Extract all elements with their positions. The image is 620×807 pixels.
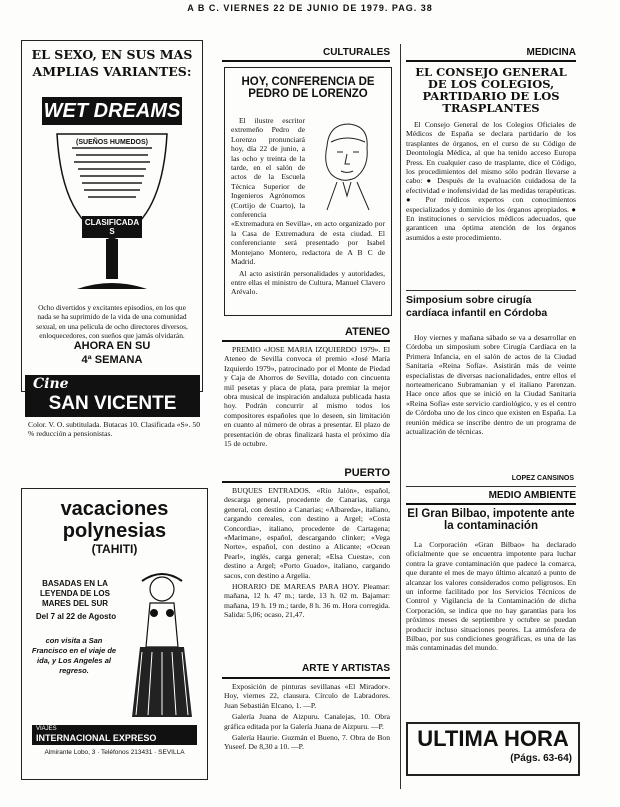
culturales-title: HOY, CONFERENCIA DE PEDRO DE LORENZO [241,76,375,101]
section-ateneo: ATENEO [344,326,390,338]
medicina-body [406,120,576,286]
polynesia-line-1: vacaciones [60,498,169,520]
culturales-paragraph-1: El ilustre escritor extremeño Pedro de Lorenzo pronunciará hoy, día 22 de junio, a las ocho y treinta de la tarde, en el salón de actos de la Escuela Técnica Superior de Ingenieros Agrónomos (Cortijo de Cuarto), la conferencia «Extremadura en Sevilla», en acto organizado por la Casa de Extremadura de esta ciudad. El conferenciante será presentado por Isabel Montejano Montero, redactora de A B C de Madrid. [231,116,385,267]
classification-badge: CLASIFICADA S [82,216,142,238]
puerto-rule [222,481,390,483]
arte-rule [222,677,390,679]
culturales-body [231,116,385,312]
simposium-end-rule [406,486,576,487]
simposium-paragraph: Hoy viernes y mañana sábado se va a desarrollar en Córdoba un simposium sobre Cirugía Cardíaca en la Primera Infancia, en el salón de actos de la Ciudad Sanitaria «Reina Sofía». Asistirán más de veinte especialistas de diversas nacionalidades, entre ellos el norteamericano Subramanian y el italiano Parenzan. Hace once años que se inició en la Ciudad Sanitaria «Reina Sofía» este servicio cardiológico, y es el centro de Córdoba uno de los cinco que existen en España. La reunión médica se inscribe dentro de un programa de actualización de técnicas. [406,333,576,437]
medio-ambiente-body [406,540,576,716]
simposium-body [406,333,576,473]
agency-banner [32,725,197,745]
medicina-end-rule [406,290,576,291]
agency-address: Almirante Lobo, 3 · Teléfonos 213431 · SEVILLA [44,749,185,756]
ad-body-text: Ocho divertidos y excitantes episodios, en los que nada se ha suprimido de la vida de una comunidad sexual, en una película de ocho directores diversos, enloquecedores, con sueños que jamás olvidarán. [36,303,188,341]
arte-paragraph-3: Galería Haurie. Guzmán el Bueno, 7. Obra de Bon Yuseef. De 8,30 a 10. —P. [224,733,390,752]
goblet-illustration [52,129,172,299]
polynesia-line-3: (TAHITI) [91,542,138,556]
weeks-line-1: AHORA EN SU [73,340,151,352]
agency-label: VIAJES [36,726,57,732]
section-medio-ambiente: MEDIO AMBIENTE [488,490,576,501]
puerto-paragraph-2: HORARIO DE MAREAS PARA HOY. Pleamar: mañana, 12 h. 47 m.; tarde, 13 h. 02 m. Bajamar: mañana, 19 h. 19 m.; tarde, 8 h. 36 m. Hora corregida. Salida: 5,06; ocaso, 21,47. [224,582,390,620]
ateneo-paragraph: PREMIO «JOSE MARIA IZQUIERDO 1979». El Ateneo de Sevilla convoca el premio «José María Izquierdo 1979», patrocinado por el Monte de Piedad y Caja de Ahorros de Sevilla, dotado con cincuenta mil pesetas y placa de plata, para premiar la mejor obra musical de inspiración andaluza publicada hasta hoy. Podrán concurrir al mismo todos los compositores españoles que lo deseen, sin limitación en cuanto al número de obras a presentar. El plazo de presentación de obras finalizará hasta el próximo día 15 de octubre. [224,345,390,449]
simposium-title: Simposium sobre cirugía cardíaca infantil en Córdoba [406,294,548,319]
page-header: A B C. VIERNES 22 DE JUNIO DE 1979. PAG. 38 [187,3,433,13]
simposium-signature: LOPEZ CANSINOS [511,475,574,482]
culturales-box [224,67,392,316]
based-line-2: LEYENDA DE LOS [40,589,110,598]
visit-text: con visita a San Francisco en el viaje de ida, y Los Angeles al regreso. [31,636,117,675]
wet-dreams-logo: WET DREAMS [42,97,182,125]
polynesia-ad [21,488,208,780]
puerto-paragraph-1: BUQUES ENTRADOS. «Río Jalón», español, descarga general, procedente de Canarias, carga general, con destino a Canarias; «Albareda», italiano, cargando cereales, con destino a Argel; «Costa Concordia», italiano, procedente de Cartagena; «Mariman», español, descargando clinker; «Vega Norte», español, con destino a Alicante; «Ocean Pearl», inglés, carga general; «Elsa Cuesta», con destino a Argel; «Porto Guado», italiano, cargando sacos, con destino a Argelia. [224,486,390,580]
cine-name: SAN VICENTE [48,393,177,414]
column-divider [400,44,401,789]
arte-paragraph-1: Exposición de pinturas sevillanas «El Mirador». Hoy, viernes 22, clausura. Círculo de Labradores. Juan Sebastián Elcano, 1. —P. [224,682,390,710]
ad-headline-2: AMPLIAS VARIANTES: [32,64,192,79]
medicina-paragraph: El Consejo General de los Colegios Oficiales de Médicos de España se declara partidario de los trasplantes de órganos, en el curso de su Código de Deontología Médica, al que ha tenido acceso Europa Press. En cualquier caso de trasplante, dice el Código, los procedimientos del mismo sólo podrán llevarse a cabo: ● Después de la evaluación cuidadosa de la efectividad e inofensividad de las medidas terapéuticas. ● Por médicos expertos con conocimientos especializados y dominio de los órganos apropiados. ● En instituciones o servicios médicos adecuados, que garanticen una óptima atención de los órganos asumidos a este procedimiento. [406,120,576,242]
cine-banner [25,375,200,417]
ateneo-rule [222,340,390,342]
based-line-1: BASADAS EN LA [42,579,108,588]
medio-ambiente-rule [406,503,576,505]
ultima-hora-box [406,722,580,776]
ad-headline-1: EL SEXO, EN SUS MAS [31,47,193,62]
trip-dates: Del 7 al 22 de Agosto [35,612,117,621]
polynesia-line-2: polynesias [62,520,167,542]
section-culturales: CULTURALES [322,47,390,58]
medicina-rule [406,60,576,62]
medio-ambiente-paragraph: La Corporación «Gran Bilbao» ha declarado oficialmente que se encuentra impotente para luchar contra la grave contaminación que padece la comarca, que durante el mes de mayo último alcanzó a punto de alcanzar los valores considerados como peligrosos. En un informe facilitado por los Servicios Técnicos de Control y Vigilancia de la Contaminación de dicha Corporación, se indica que no hay garantías para los próximos meses de septiembre y octubre se puedan producir incluso situaciones peores. La atmósfera de Bilbao, por sus condiciones geográficas, es una de las más contaminadas del mundo. [406,540,576,653]
puerto-body [224,486,390,652]
culturales-paragraph-2: Al acto asistirán personalidades y autoridades, entre ellas el ministro de Cultura, Manuel Clavero Arévalo. [231,268,385,297]
culturales-rule [222,60,390,62]
medio-ambiente-title: El Gran Bilbao, impotente ante la contaminación [407,508,575,533]
weeks-line-2: 4ª SEMANA [81,354,143,366]
ad-subtitle: (SUEÑOS HUMEDOS) [76,139,148,146]
section-arte: ARTE Y ARTISTAS [302,663,390,674]
arte-body [224,682,390,792]
section-medicina: MEDICINA [526,47,576,58]
ateneo-body [224,345,390,453]
medicina-title: EL CONSEJO GENERAL DE LOS COLEGIOS, PARTIDARIO DE LOS TRASPLANTES [415,65,567,116]
ultima-hora-title: ULTIMA HORA [417,726,569,751]
arte-paragraph-2: Galería Juana de Aizpuru. Canalejas, 10. Obra gráfica editada por la Galería Juana de Aizpuru. —P. [224,712,390,731]
section-puerto: PUERTO [344,467,390,479]
tahitian-dancer-illustration [122,567,202,727]
agency-name: INTERNACIONAL EXPRESO [36,733,157,743]
cine-word: Cine [33,376,69,392]
cine-info: Color. V. O. subtitulada. Butacas 10. Clasificada «S». 50 % reducción a pensionistas. [28,420,200,439]
based-line-3: MARES DEL SUR [41,599,109,608]
ultima-hora-pages: (Págs. 63-64) [510,753,572,764]
